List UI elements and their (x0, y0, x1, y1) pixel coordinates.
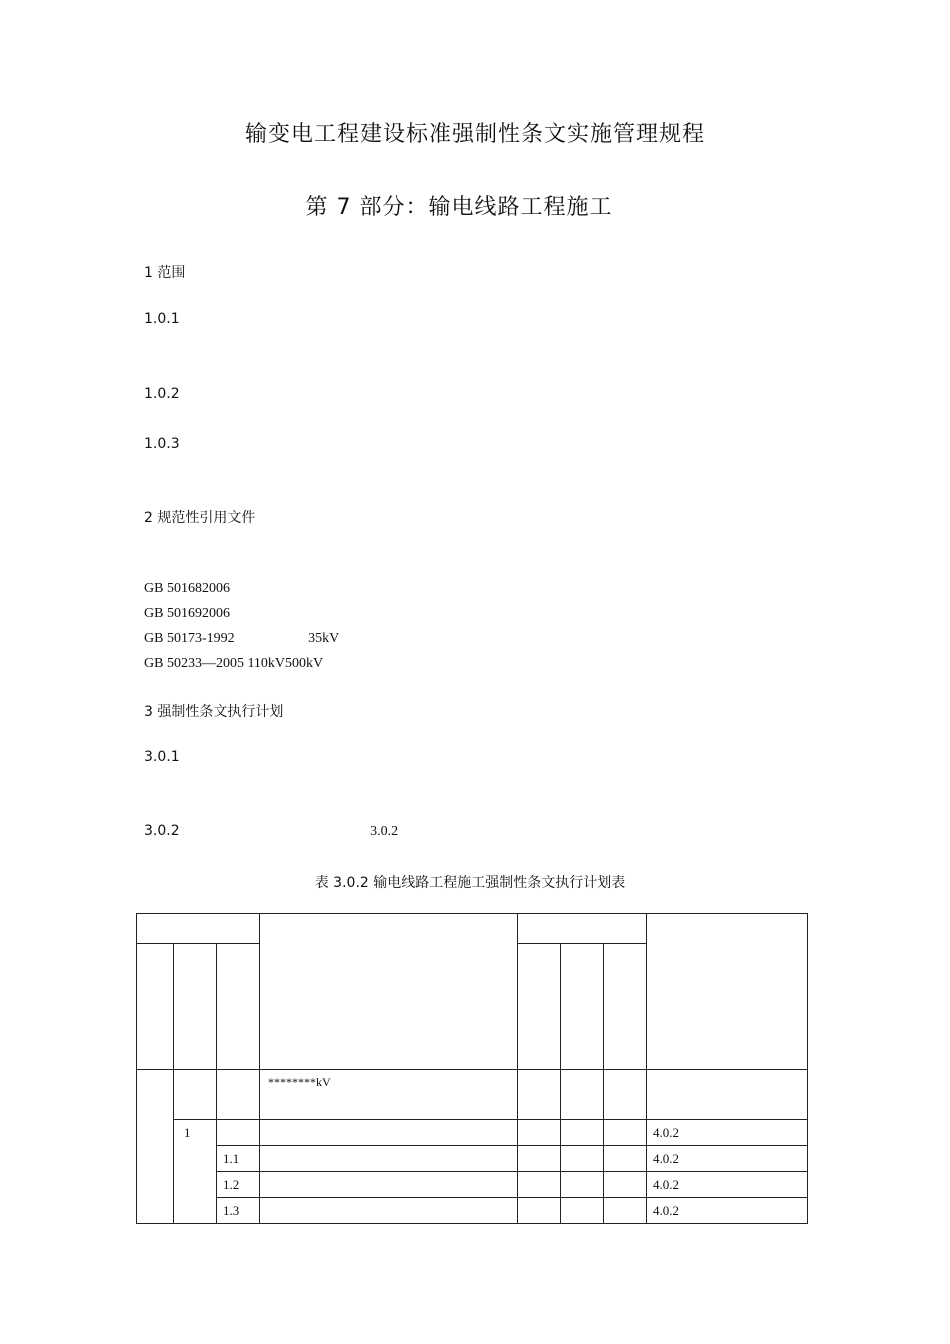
header-col1 (137, 944, 174, 1070)
cell-v2 (561, 1172, 604, 1198)
cell-c3: 1.1 (217, 1146, 260, 1172)
cell-v2 (561, 1120, 604, 1146)
cell-c3 (217, 1120, 260, 1146)
section-2-heading: 2 规范性引用文件 (144, 510, 256, 526)
clause-1-0-2-line1: 1.0.2 (144, 386, 185, 402)
execution-plan-table (136, 913, 808, 1224)
table-row (137, 1198, 808, 1224)
cell-v1 (518, 1198, 561, 1224)
reference-1: GB 501682006 (144, 581, 230, 596)
cell-name (260, 1120, 518, 1146)
cell-v1 (518, 1172, 561, 1198)
header-group-check (518, 914, 647, 944)
reference-3: GB 50173-1992 35kV (144, 631, 340, 646)
reference-4: GB 50233—2005 110kV500kV (144, 656, 324, 671)
table-header-row (137, 914, 808, 944)
table-row (137, 1172, 808, 1198)
header-v3 (604, 944, 647, 1070)
cell-v2 (561, 1146, 604, 1172)
cell-v3 (604, 1120, 647, 1146)
cell-ref: 4.0.2 (647, 1120, 808, 1146)
document-subtitle: 第 7 部分：输电线路工程施工 (305, 195, 613, 220)
cell-v3 (604, 1172, 647, 1198)
header-col3 (217, 944, 260, 1070)
cell-v3 (604, 1070, 647, 1120)
reference-2: GB 501692006 (144, 606, 230, 621)
cell-name (260, 1198, 518, 1224)
cell-name (260, 1172, 518, 1198)
cell-c3 (217, 1070, 260, 1120)
clause-3-0-1-line1: 3.0.1 (144, 749, 180, 765)
clause-3-0-2: 3.0.2 3.0.2 (144, 823, 399, 839)
header-v1 (518, 944, 561, 1070)
cell-v3 (604, 1146, 647, 1172)
cell-c2 (174, 1070, 217, 1120)
cell-ref: 4.0.2 (647, 1146, 808, 1172)
clause-1-0-3-line1: 1.0.3 (144, 436, 180, 452)
cell-v2 (561, 1070, 604, 1120)
cell-ref: 4.0.2 (647, 1198, 808, 1224)
cell-v1 (518, 1146, 561, 1172)
table-row (137, 1120, 808, 1146)
section-3-heading: 3 强制性条文执行计划 (144, 704, 284, 720)
cell-group (137, 1070, 174, 1224)
table-row (137, 1146, 808, 1172)
cell-name (260, 1146, 518, 1172)
table-row (137, 1070, 808, 1120)
header-reference (647, 914, 808, 1070)
header-group-numbering (137, 914, 260, 944)
cell-ref (647, 1070, 808, 1120)
cell-v1 (518, 1070, 561, 1120)
cell-v2 (561, 1198, 604, 1224)
table-caption: 表 3.0.2 输电线路工程施工强制性条文执行计划表 (314, 875, 626, 891)
cell-c2: 1 (174, 1120, 217, 1224)
header-name (260, 914, 518, 1070)
clause-1-0-1-line1: 1.0.1 (144, 311, 180, 327)
cell-c3: 1.3 (217, 1198, 260, 1224)
cell-v1 (518, 1120, 561, 1146)
section-1-heading: 1 范围 (144, 265, 186, 281)
document-title: 输变电工程建设标准强制性条文实施管理规程 (244, 122, 705, 147)
clause-1-0-1-line2 (144, 337, 428, 352)
header-v2 (561, 944, 604, 1070)
cell-c3: 1.2 (217, 1172, 260, 1198)
cell-ref: 4.0.2 (647, 1172, 808, 1198)
cell-name: ********kV (260, 1070, 518, 1120)
cell-v3 (604, 1198, 647, 1224)
header-col2 (174, 944, 217, 1070)
